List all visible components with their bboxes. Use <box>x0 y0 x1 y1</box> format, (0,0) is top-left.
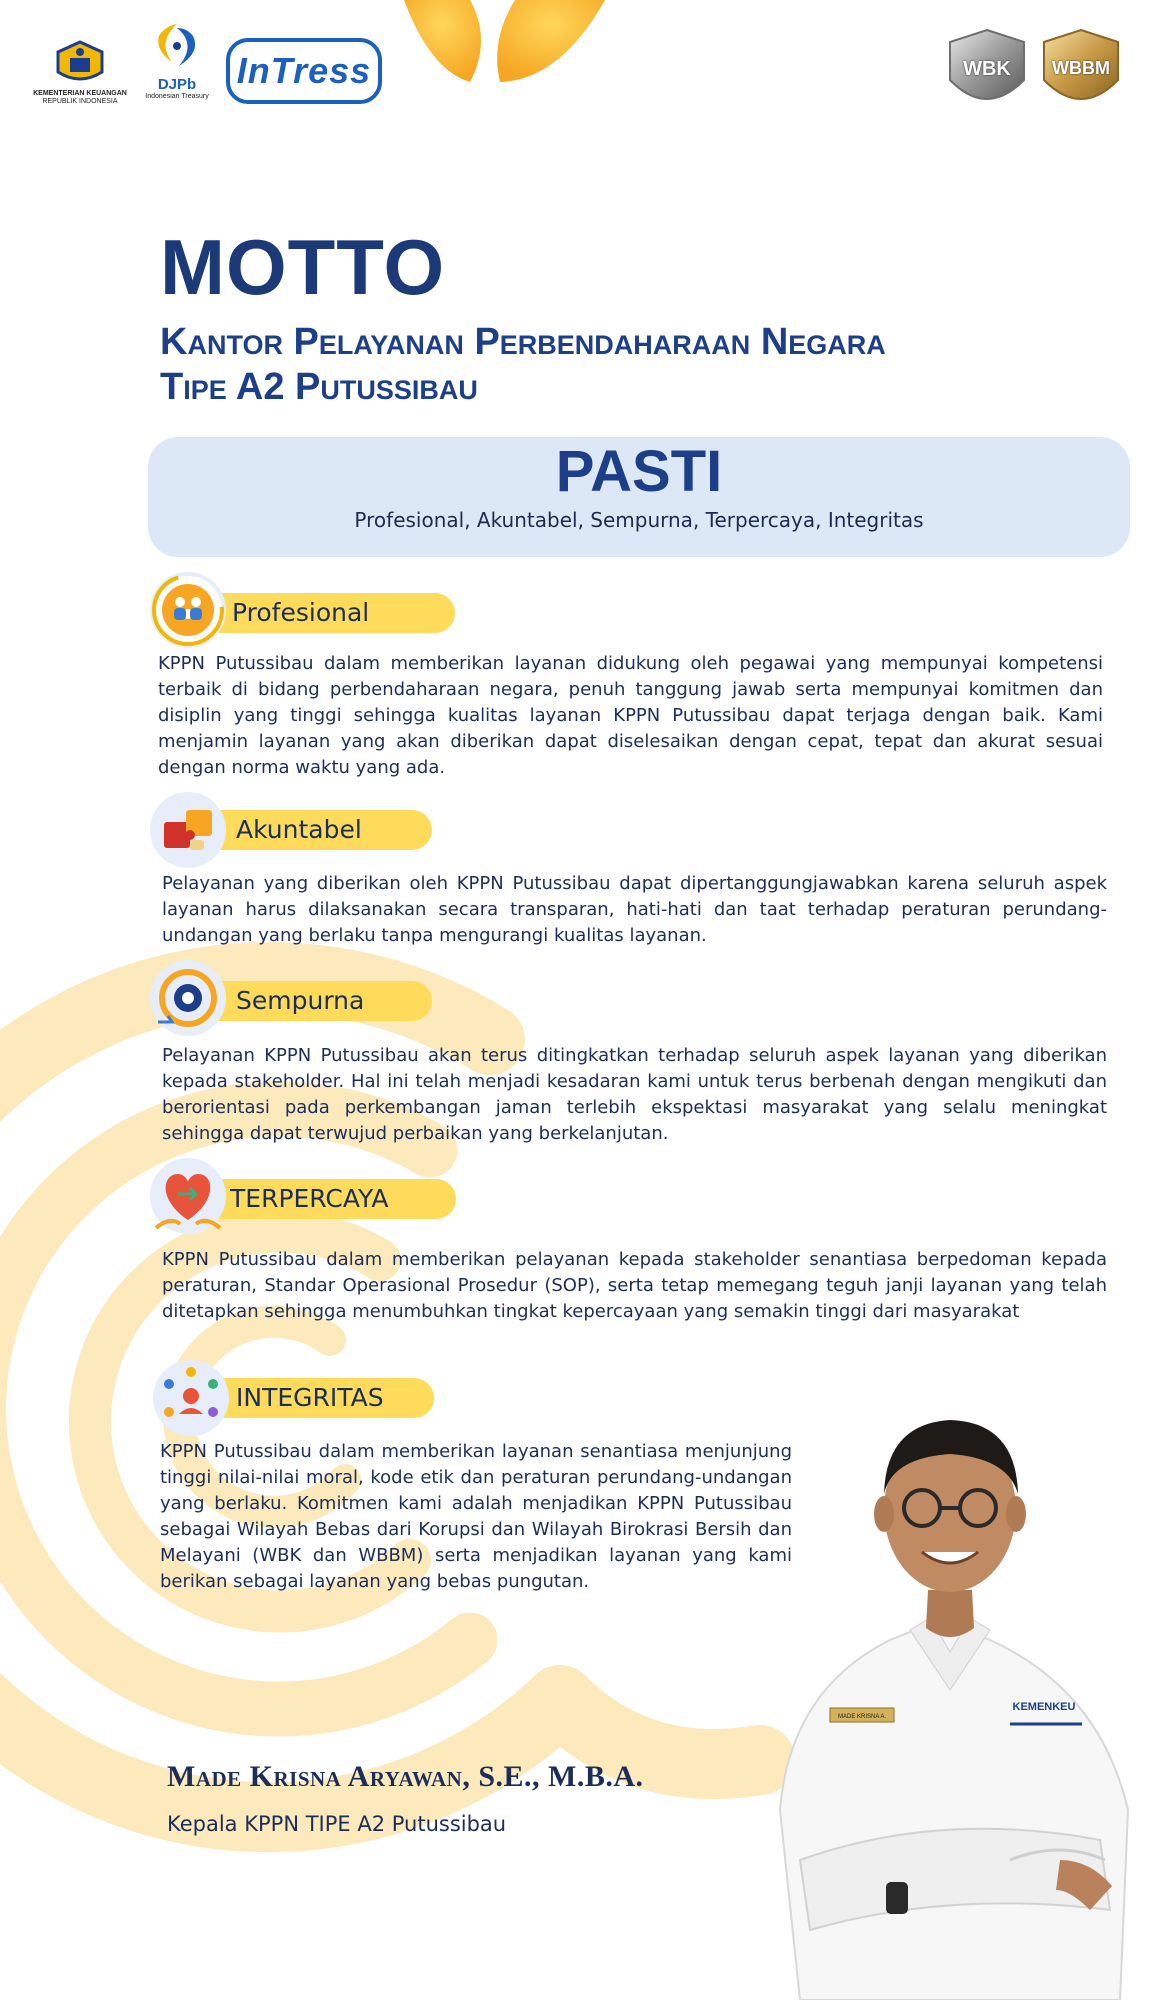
section-label-akuntabel: Akuntabel <box>214 810 432 850</box>
kemenkeu-logo <box>30 38 130 108</box>
portrait-name-tag: MADE KRISNA A. <box>837 1714 887 1720</box>
network-people-icon <box>153 1360 229 1436</box>
top-petal-left <box>404 0 481 82</box>
motto-title: MOTTO <box>160 223 446 311</box>
wbk-badge <box>946 28 1028 120</box>
section-label-integritas: INTEGRITAS <box>214 1378 434 1418</box>
puzzle-icon <box>150 792 226 868</box>
section-text-terpercaya: KPPN Putussibau dalam memberikan pelayanan kepada stakeholder senantiasa berpedoman kepada peraturan, Standar Operasional Prosedur (SOP), serta tetap memegang teguh janji layanan yang telah ditetapkan sehingga menumbuhkan tingkat kepercayaan yang semakin tinggi dari masyarakat <box>162 1249 1107 1322</box>
office-name-line2: Tipe A2 Putussibau <box>160 366 478 408</box>
djpb-swoosh-icon <box>147 22 207 72</box>
kemenkeu-caption: KEMENTERIAN KEUANGAN <box>33 90 127 97</box>
pasti-subtitle: Profesional, Akuntabel, Sempurna, Terpercaya, Integritas <box>354 508 924 532</box>
section-label-profesional: Profesional <box>210 593 455 633</box>
djpb-caption: Indonesian Treasury <box>145 93 209 100</box>
office-name-line1: Kantor Pelayanan Perbendaharaan Negara <box>160 321 886 363</box>
section-text-integritas: KPPN Putussibau dalam memberikan layanan senantiasa menjunjung tinggi nilai-nilai moral, kode etik dan peraturan perundang-undangan yang berlaku. Komitmen kami adalah menjadikan KPPN Putussibau sebagai Wilayah Bebas dari Korupsi dan Wilayah Birokrasi Bersih dan Melayani (WBK dan WBBM) serta menjadikan layanan yang kami berikan sebagai layanan yang bebas pungutan. <box>160 1441 792 1592</box>
signatory-name: Made Krisna Aryawan, S.E., M.B.A. <box>167 1760 644 1793</box>
official-portrait <box>760 1390 1151 2000</box>
wbbm-badge <box>1040 28 1122 120</box>
team-icon <box>150 572 226 648</box>
intress-label: InTress <box>236 50 372 91</box>
section-text-akuntabel: Pelayanan yang diberikan oleh KPPN Putussibau dapat dipertanggungjawabkan karena seluruh aspek layanan harus dilaksanakan secara transparan, hati-hati dan taat terhadap peraturan perundang-undangan yang berlaku tanpa mengurangi kualitas layanan. <box>162 873 1107 946</box>
gear-refresh-icon <box>150 960 226 1036</box>
heart-hands-icon <box>150 1158 226 1234</box>
djpb-logo <box>142 22 212 110</box>
section-text-sempurna: Pelayanan KPPN Putussibau akan terus ditingkatkan terhadap seluruh aspek layanan yang diberikan kepada stakeholder. Hal ini telah menjadi kesadaran kami untuk terus berbenah dengan mengikuti dan berorientasi pada perkembangan jaman terlebih ekspektasi masyarakat yang selalu meningkat sehingga dapat terwujud perbaikan yang berkelanjutan. <box>162 1045 1107 1144</box>
djpb-label: DJPb <box>157 76 197 93</box>
wbk-label: WBK <box>963 58 1011 80</box>
kemenkeu-emblem-icon <box>30 38 130 86</box>
signatory-role: Kepala KPPN TIPE A2 Putussibau <box>167 1812 507 1836</box>
section-text-profesional: KPPN Putussibau dalam memberikan layanan didukung oleh pegawai yang mempunyai kompetensi terbaik di bidang perbendaharaan negara, penuh tanggung jawab serta mempunyai komitmen dan disiplin yang tinggi sehingga kualitas layanan KPPN Putussibau dapat terjaga dengan baik. Kami menjamin layanan yang akan diberikan dapat diselesaikan dengan cepat, tepat dan akurat sesuai dengan norma waktu yang ada. <box>158 653 1103 778</box>
section-label-terpercaya: TERPERCAYA <box>208 1179 456 1219</box>
portrait-shirt-label: KEMENKEU <box>1012 1701 1076 1713</box>
section-label-sempurna: Sempurna <box>214 981 432 1021</box>
wbbm-label: WBBM <box>1052 58 1110 78</box>
pasti-title: PASTI <box>555 439 723 504</box>
intress-logo <box>226 38 382 104</box>
kemenkeu-caption-sub: REPUBLIK INDONESIA <box>42 98 118 105</box>
top-petal-right <box>497 0 605 82</box>
